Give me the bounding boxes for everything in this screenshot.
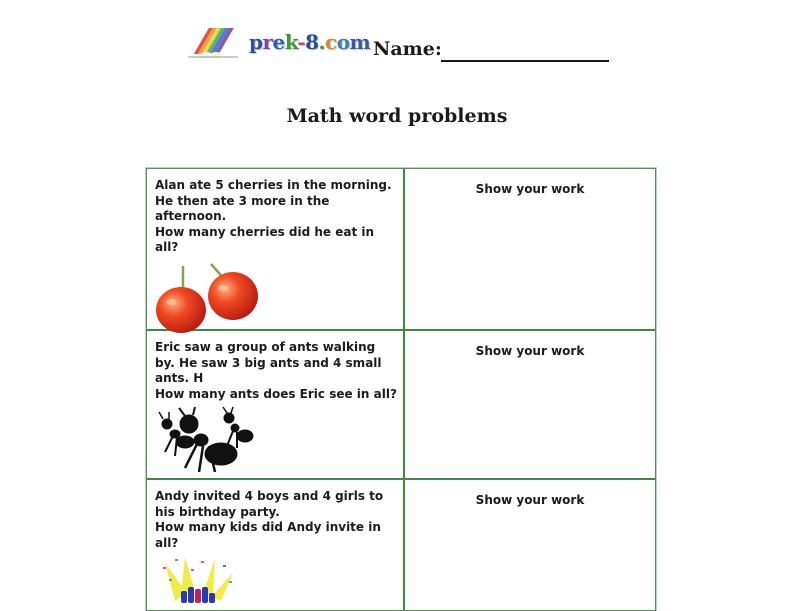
question-line: all?	[155, 240, 179, 255]
logo-char: c	[325, 30, 337, 54]
show-work-label: Show your work	[475, 493, 585, 507]
page-title: Math word problems	[286, 105, 508, 127]
question-line: afternoon.	[155, 209, 227, 224]
name-blank-line[interactable]	[441, 60, 609, 62]
name-label: Name:	[373, 38, 442, 60]
work-cell[interactable]	[405, 169, 655, 329]
show-work-label: Show your work	[475, 182, 585, 196]
logo-char: 8	[305, 30, 319, 54]
question-line: Andy invited 4 boys and 4 girls to	[155, 489, 384, 503]
logo-char: k	[284, 30, 298, 54]
show-work-label: Show your work	[475, 344, 585, 358]
question-text	[155, 340, 399, 402]
question-text	[155, 489, 399, 551]
question-line: all?	[155, 535, 179, 550]
question-line: He then ate 3 more in the	[155, 193, 330, 208]
table-row	[147, 478, 655, 610]
logo-char: e	[272, 30, 285, 54]
party-icon	[155, 553, 241, 603]
question-cell	[147, 480, 405, 610]
question-line: by. He saw 3 big ants and 4 small	[155, 355, 382, 370]
table-row	[147, 329, 655, 478]
cherries-icon	[155, 262, 265, 334]
question-line: Eric saw a group of ants walking	[155, 340, 376, 354]
question-text	[155, 178, 399, 256]
question-line: Alan ate 5 cherries in the morning.	[155, 178, 392, 192]
problems-table	[146, 168, 656, 611]
site-logo	[249, 30, 370, 54]
question-line: How many ants does Eric see in all?	[155, 386, 397, 401]
question-line: ants. H	[155, 371, 204, 386]
logo-char: r	[262, 30, 273, 54]
question-cell	[147, 169, 405, 329]
question-cell	[147, 331, 405, 478]
rainbow-icon	[184, 26, 240, 60]
logo-char: .	[318, 30, 326, 54]
question-line: his birthday party.	[155, 504, 280, 519]
logo-char: -	[297, 30, 306, 54]
ants-icon	[155, 406, 255, 478]
logo-char: o	[336, 30, 350, 54]
work-cell[interactable]	[405, 480, 655, 610]
worksheet-header	[0, 0, 800, 80]
logo-char: m	[349, 30, 371, 54]
question-line: How many cherries did he eat in	[155, 224, 375, 239]
work-cell[interactable]	[405, 331, 655, 478]
logo-char: p	[249, 30, 263, 54]
table-row	[147, 169, 655, 329]
question-line: How many kids did Andy invite in	[155, 520, 381, 535]
